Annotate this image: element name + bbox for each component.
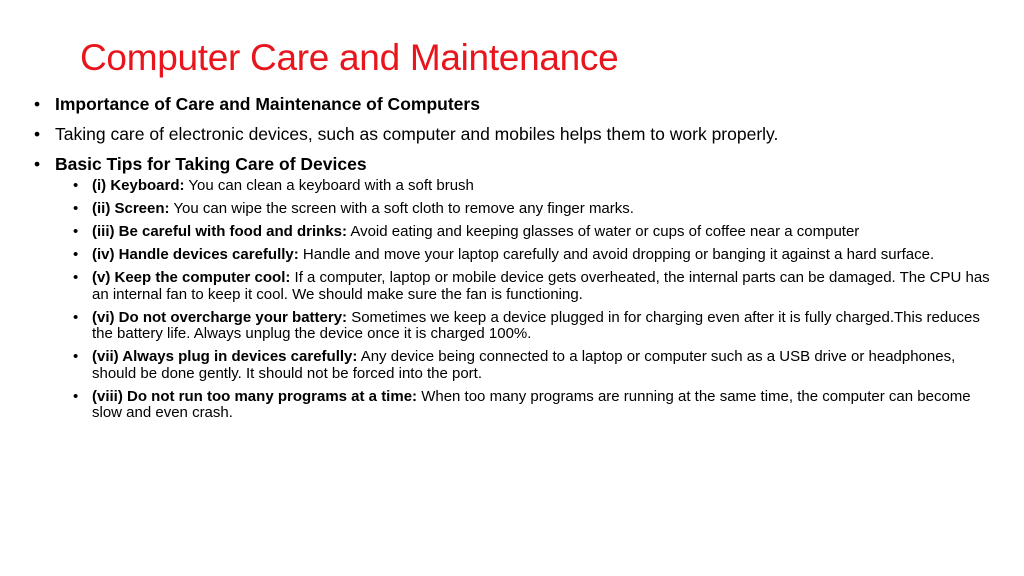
bullet-point	[34, 154, 994, 175]
tip-text: Avoid eating and keeping glasses of water or cups of coffee near a computer	[347, 223, 860, 240]
bullet-icon: •	[34, 94, 41, 114]
bullet-text: Taking care of electronic devices, such as computer and mobiles helps them to work properly.	[55, 124, 779, 144]
bullet-icon: •	[73, 246, 79, 263]
tip-item	[34, 178, 994, 195]
tip-key: (ii) Screen:	[92, 200, 170, 217]
tip-item	[34, 310, 994, 343]
tip-item	[34, 201, 994, 218]
tip-key: (vii) Always plug in devices carefully:	[92, 348, 358, 365]
tips-list	[34, 178, 994, 422]
slide-title: Computer Care and Maintenance	[80, 37, 619, 78]
bullet-icon: •	[73, 200, 79, 217]
slide-content	[34, 94, 994, 428]
tip-item	[34, 389, 994, 422]
tip-key: (iv) Handle devices carefully:	[92, 246, 299, 263]
tip-key: (v) Keep the computer cool:	[92, 269, 291, 286]
tip-item	[34, 247, 994, 264]
tip-text: When too many programs are running at the same time, the computer can become slow and even crash.	[92, 387, 971, 421]
bullet-point	[34, 124, 994, 145]
tip-text: You can clean a keyboard with a soft brush	[184, 177, 474, 194]
bullet-text: Importance of Care and Maintenance of Computers	[55, 94, 480, 114]
tip-key: (viii) Do not run too many programs at a time:	[92, 387, 418, 405]
tip-item	[34, 270, 994, 303]
tip-text: Sometimes we keep a device plugged in for charging even after it is fully charged.This reduces the battery life. Always unplug the device once it is charged 100%.	[92, 308, 980, 342]
tip-text: You can wipe the screen with a soft cloth to remove any finger marks.	[169, 200, 634, 217]
bullet-icon: •	[73, 269, 79, 286]
tip-text: If a computer, laptop or mobile device gets overheated, the internal parts can be damaged. The CPU has an internal fan to keep it cool. We should make sure the fan is functioning.	[92, 269, 990, 303]
bullet-icon: •	[73, 177, 79, 194]
tip-item	[34, 224, 994, 241]
tip-text: Handle and move your laptop carefully and avoid dropping or banging it against a hard surface.	[298, 246, 935, 263]
bullet-text: Basic Tips for Taking Care of Devices	[55, 154, 367, 174]
tip-text: Any device being connected to a laptop or computer such as a USB drive or headphones, should be done gently. It should not be forced into the port.	[92, 348, 956, 382]
bullet-icon: •	[34, 124, 41, 144]
tip-key: (i) Keyboard:	[92, 177, 185, 194]
bullet-icon: •	[34, 154, 41, 174]
tip-key: (vi) Do not overcharge your battery:	[92, 308, 348, 326]
bullet-icon: •	[73, 308, 79, 326]
bullet-icon: •	[73, 387, 79, 405]
bullet-point	[34, 94, 994, 115]
tip-item	[34, 349, 994, 382]
bullet-icon: •	[73, 223, 79, 240]
tip-key: (iii) Be careful with food and drinks:	[92, 223, 348, 240]
bullet-icon: •	[73, 348, 79, 365]
